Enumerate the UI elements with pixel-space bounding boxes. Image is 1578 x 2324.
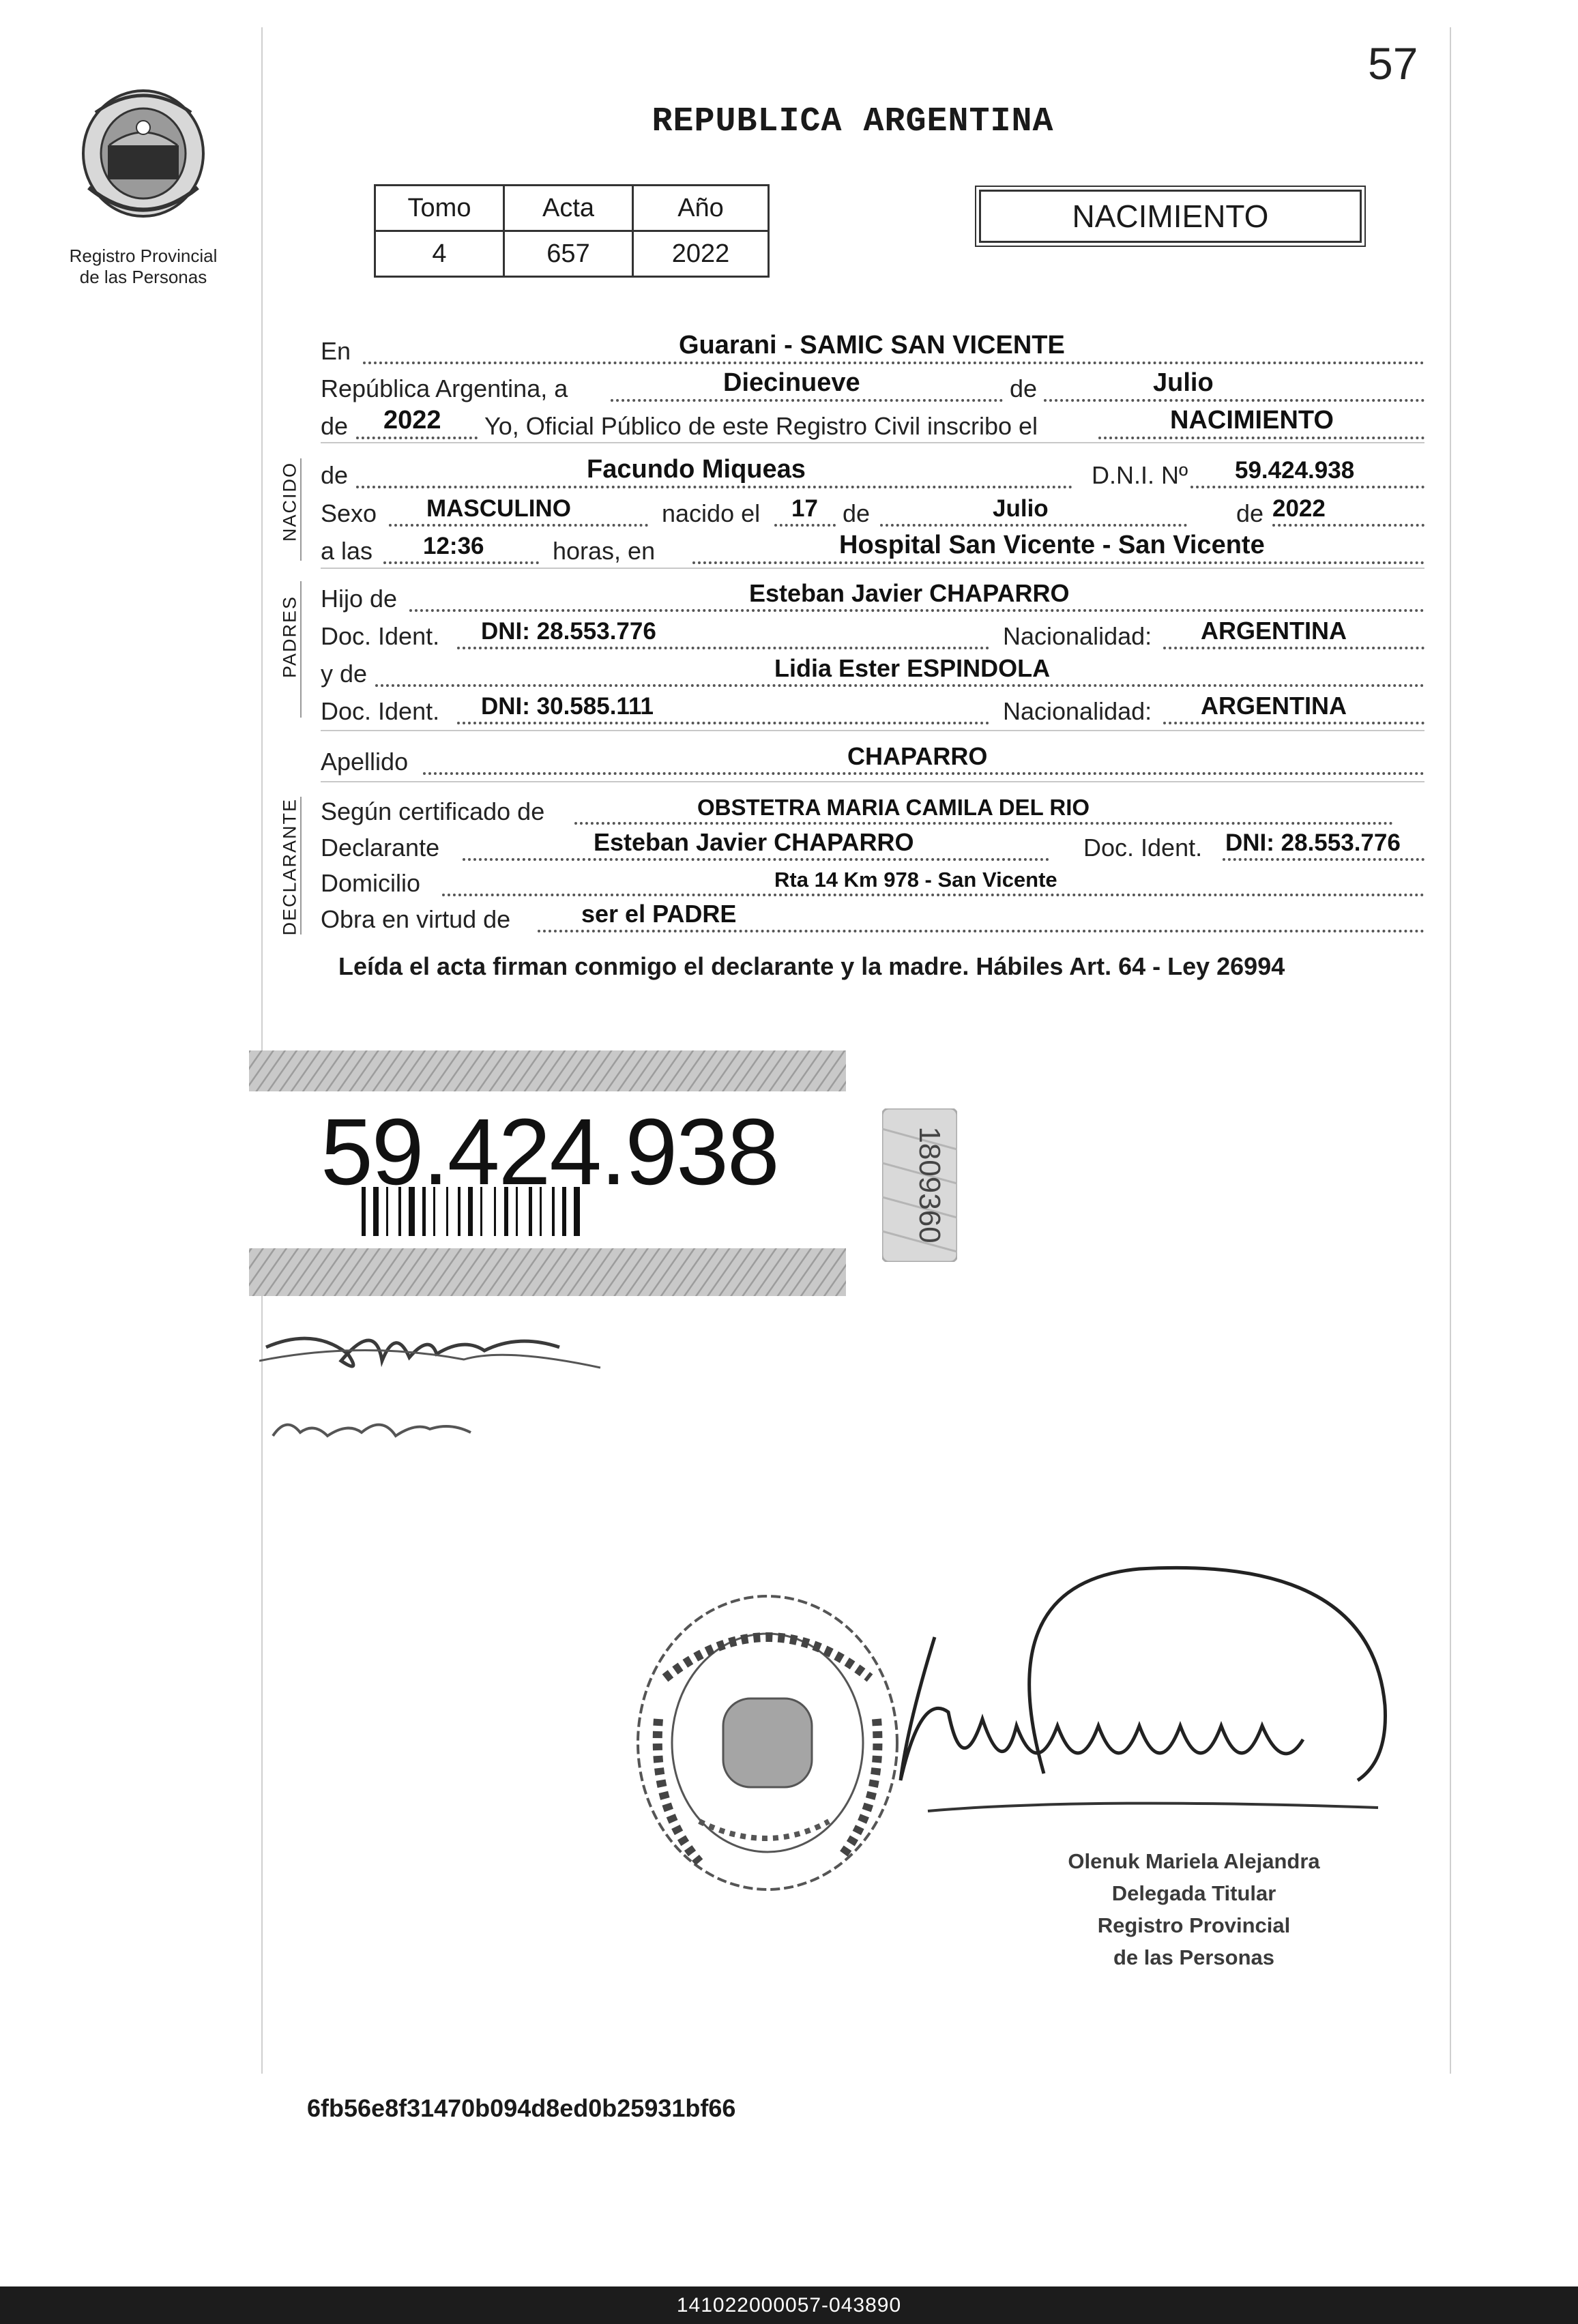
registration-month-value: Julio [1153, 368, 1214, 397]
footer-bar [0, 2286, 1578, 2324]
registry-header-ano: Año [633, 186, 769, 231]
dotted-line [611, 399, 1003, 402]
row-en [321, 331, 1424, 368]
de-label: de [1010, 374, 1038, 402]
padres-section-label: PADRES [279, 595, 300, 679]
registration-day-value: Diecinueve [723, 368, 860, 397]
registry-header-tomo: Tomo [375, 186, 504, 231]
horas-en-label: horas, en [553, 537, 656, 565]
row-sexo [321, 497, 1424, 531]
separator [321, 568, 1424, 569]
row-name [321, 455, 1424, 492]
yo-oficial-text: Yo, Oficial Público de este Registro Civil inscribo el [484, 412, 1038, 440]
registry-value-row [375, 231, 769, 277]
declarante-dni-value: DNI: 28.553.776 [1225, 829, 1401, 856]
republica-label: República Argentina, a [321, 374, 568, 402]
logo-caption [41, 246, 246, 288]
row-certificado [321, 795, 1424, 829]
declarante-name-value: Esteban Javier CHAPARRO [594, 828, 914, 856]
hologram-code: 1809360 [913, 1126, 946, 1244]
footer-id: 141022000057-043890 [676, 2294, 902, 2316]
birth-year-value: 2022 [1272, 495, 1326, 522]
page-number: 57 [1368, 38, 1418, 89]
separator [321, 442, 1424, 443]
dotted-line [692, 561, 1424, 564]
registry-value-tomo: 4 [375, 231, 504, 277]
registry-header-row [375, 186, 769, 231]
dotted-line [538, 930, 1424, 932]
doc-ident-label: Doc. Ident. [321, 697, 440, 725]
registry-value-ano: 2022 [633, 231, 769, 277]
row-republica [321, 368, 1424, 406]
father-name-value: Esteban Javier CHAPARRO [749, 579, 1070, 607]
place-of-registry-value: Guarani - SAMIC SAN VICENTE [679, 331, 1065, 359]
row-hora [321, 531, 1424, 568]
segun-certificado-label: Según certificado de [321, 797, 545, 825]
registry-stamp [624, 1583, 911, 1903]
y-de-label: y de [321, 660, 368, 688]
de-label: de [1236, 499, 1264, 527]
right-margin-line [1450, 27, 1451, 2074]
official-signature [880, 1555, 1399, 1842]
barcode-number: 59.424.938 [321, 1100, 778, 1205]
de-label: de [843, 499, 871, 527]
apellido-label: Apellido [321, 748, 409, 776]
sexo-value: MASCULINO [426, 495, 571, 522]
dotted-line [375, 684, 1424, 687]
registry-value-acta: 657 [504, 231, 633, 277]
nacido-section-label: NACIDO [279, 462, 300, 542]
row-declarante [321, 828, 1424, 865]
birth-day-value: 17 [791, 495, 818, 522]
birth-place-value: Hospital San Vicente - San Vicente [839, 531, 1265, 559]
birth-month-value: Julio [993, 495, 1049, 522]
dotted-line [1272, 524, 1424, 527]
dotted-line [1044, 399, 1424, 402]
inscribo-value: NACIMIENTO [1170, 406, 1334, 435]
document-title: REPUBLICA ARGENTINA [652, 102, 1054, 141]
row-father-doc [321, 619, 1424, 653]
a-las-label: a las [321, 537, 373, 565]
dotted-line [774, 524, 836, 527]
sexo-label: Sexo [321, 499, 377, 527]
domicilio-label: Domicilio [321, 869, 421, 897]
obra-value: ser el PADRE [581, 900, 737, 928]
mother-nationality-value: ARGENTINA [1201, 692, 1347, 720]
official-org-line-2: de las Personas [1113, 1945, 1275, 1969]
declarante-section-label: DECLARANTE [279, 797, 300, 936]
dotted-line [1190, 486, 1424, 488]
dotted-line [1223, 858, 1424, 861]
de-label: de [321, 412, 349, 440]
document-hash: 6fb56e8f31470b094d8ed0b25931bf66 [307, 2094, 736, 2122]
dotted-line [389, 524, 648, 527]
declarant-signature [259, 1320, 614, 1456]
nacido-el-label: nacido el [662, 499, 761, 527]
mother-name-value: Lidia Ester ESPINDOLA [774, 654, 1051, 682]
official-signature-block [1017, 1845, 1371, 1973]
apellido-value: CHAPARRO [847, 742, 988, 770]
dni-barcode-sticker [249, 1050, 846, 1303]
dotted-line [363, 362, 1424, 364]
row-y-de [321, 654, 1424, 691]
domicilio-value: Rta 14 Km 978 - San Vicente [774, 868, 1057, 892]
hijo-de-label: Hijo de [321, 585, 398, 613]
official-name: Olenuk Mariela Alejandra [1068, 1849, 1320, 1873]
dotted-line [356, 486, 1072, 488]
child-dni-value: 59.424.938 [1235, 457, 1355, 484]
nacionalidad-label: Nacionalidad: [1003, 697, 1152, 725]
row-apellido [321, 742, 1424, 779]
registry-header-acta: Acta [504, 186, 633, 231]
father-dni-value: DNI: 28.553.776 [481, 618, 656, 645]
dotted-line [880, 524, 1187, 527]
dotted-line [574, 822, 1393, 825]
dotted-line [1163, 647, 1424, 649]
mother-dni-value: DNI: 30.585.111 [481, 693, 654, 720]
separator [321, 781, 1424, 782]
doc-ident-label: Doc. Ident. [321, 622, 440, 650]
logo-caption-line-1: Registro Provincial [69, 246, 218, 266]
dotted-line [457, 647, 989, 649]
official-role: Delegada Titular [1111, 1881, 1276, 1905]
dni-label: D.N.I. Nº [1092, 461, 1188, 489]
separator [321, 730, 1424, 731]
hologram-seal [882, 1108, 957, 1262]
child-name-value: Facundo Miqueas [587, 455, 806, 484]
row-mother-doc [321, 694, 1424, 729]
official-org-line-1: Registro Provincial [1097, 1913, 1291, 1937]
dotted-line [463, 858, 1049, 861]
obra-label: Obra en virtud de [321, 905, 511, 933]
dotted-line [409, 609, 1424, 612]
dotted-line [1098, 437, 1424, 439]
dotted-line [423, 772, 1424, 775]
dotted-line [356, 437, 478, 439]
birth-hour-value: 12:36 [423, 533, 484, 559]
province-seal-logo [75, 85, 211, 229]
de-label: de [321, 461, 349, 489]
certificado-value: OBSTETRA MARIA CAMILA DEL RIO [697, 795, 1090, 820]
en-label: En [321, 337, 351, 365]
row-obra [321, 902, 1424, 937]
dotted-line [383, 561, 539, 564]
declarante-label: Declarante [321, 834, 440, 862]
dotted-line [457, 722, 989, 724]
act-type-box: NACIMIENTO [979, 190, 1362, 243]
closing-statement: Leída el acta firman conmigo el declarante y la madre. Hábiles Art. 64 - Ley 26994 [338, 952, 1285, 980]
row-year [321, 406, 1424, 443]
logo-caption-line-2: de las Personas [79, 267, 207, 287]
doc-ident-label: Doc. Ident. [1083, 834, 1203, 862]
registration-year-value: 2022 [383, 406, 441, 435]
father-nationality-value: ARGENTINA [1201, 617, 1347, 645]
nacionalidad-label: Nacionalidad: [1003, 622, 1152, 650]
row-hijo-de [321, 579, 1424, 616]
dotted-line [1163, 722, 1424, 724]
dotted-line [442, 894, 1424, 896]
registry-table [374, 184, 770, 278]
row-domicilio [321, 866, 1424, 900]
